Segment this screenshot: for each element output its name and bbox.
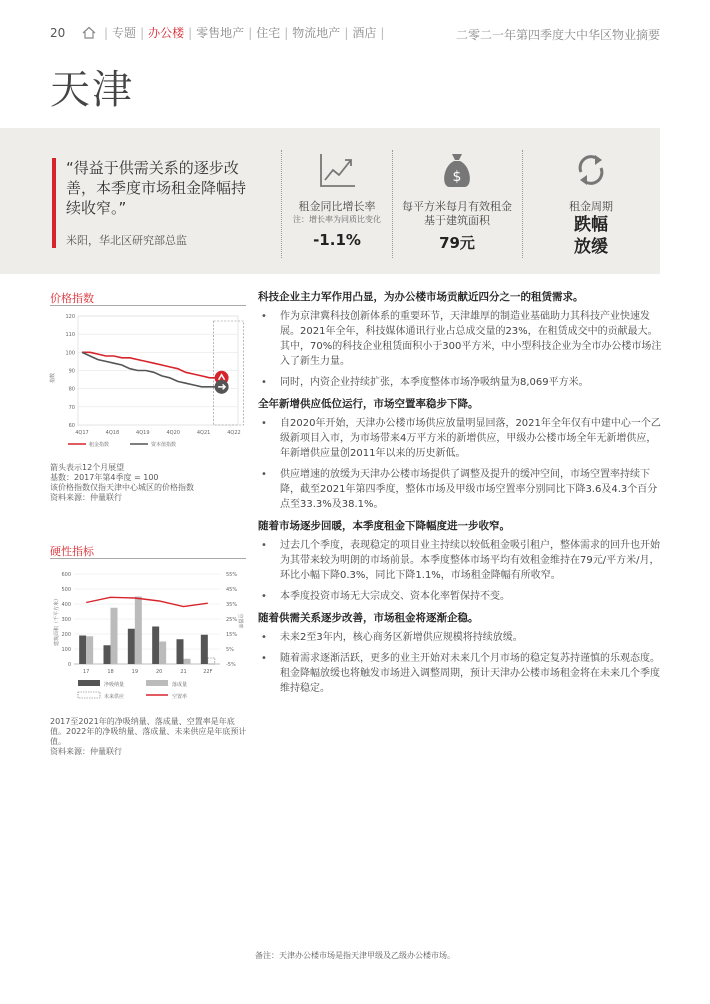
footnote: 备注：天津办公楼市场是指天津甲级及乙级办公楼市场。 [255, 951, 455, 960]
caption-line: 该价格指数仅指天津中心城区的价格指数 [50, 483, 194, 492]
y-tick-label: 200 [61, 632, 71, 638]
metric-label: 租金周期 [569, 200, 613, 213]
metric-effective-rent [402, 150, 512, 253]
nav-item-residential[interactable]: 住宅 [256, 26, 281, 40]
y-tick-label: 400 [61, 602, 71, 608]
legend-net-absorption: 净吸纳量 [104, 682, 125, 688]
y-axis-label: 指数 [50, 372, 56, 384]
bullet-item: • 自2020年开始，天津办公楼市场供应放量明显回落，2021年全年仅有中建中心一个乙级新项目入市，为市场带来4万平方米的新增供应，甲级办公楼市场全年无新增供应，年新增供应量创2011年以来的历史新低。 [258, 416, 663, 461]
fundamentals-legend [48, 678, 248, 702]
vacancy-line [86, 597, 208, 606]
net-absorption-bar [152, 627, 159, 665]
price-index-legend [48, 438, 248, 450]
net-absorption-bar [128, 629, 135, 664]
x-tick-label: 21 [180, 669, 187, 675]
nav-item-special[interactable]: 专题 [112, 26, 137, 40]
nav-item-logistics[interactable]: 物流地产 [292, 26, 341, 40]
section-heading: 随着供需关系逐步改善，市场租金将逐渐企稳。 [258, 612, 479, 624]
metric-value: 跌幅 [574, 215, 608, 235]
y-tick-label: 80 [68, 386, 75, 393]
metric-label: 租金同比增长率 [298, 200, 376, 213]
legend-rent-index: 租金指数 [89, 442, 110, 448]
price-index-chart [48, 308, 248, 453]
divider [392, 150, 393, 258]
y-tick-label: 100 [65, 350, 75, 357]
metric-value: -1.1% [313, 231, 361, 249]
bullet-item: • 过去几个季度，表现稳定的项目业主持续以较低租金吸引租户，整体需求的回升也开始为其带来较为明朗的市场前景。本季度整体市场平均有效租金维持在79元/平方米/月，环比小幅下降0.3%，同比下降1.1%，市场租金降幅有所收窄。 [258, 538, 663, 583]
page-header [0, 22, 710, 46]
legend-vacancy: 空置率 [172, 694, 188, 700]
y-tick-label: 70 [68, 404, 75, 411]
metric-note: 注：增长率为同质比变化 [293, 215, 381, 224]
x-tick-label: 4Q17 [75, 430, 89, 436]
y-tick-label: 60 [68, 423, 75, 429]
trend-chart-icon [317, 150, 357, 190]
y-axis-label-left: 建筑面积（千平方米） [54, 595, 60, 647]
bullet-item: • 本季度投资市场无大宗成交、资本化率暂保持不变。 [258, 589, 663, 604]
y-axis-label-right: 空置率 [237, 613, 243, 629]
legend-capital-index: 资本值指数 [151, 442, 177, 448]
body-text [258, 290, 663, 703]
y-tick-label: 100 [61, 647, 71, 653]
completions-bar [184, 659, 191, 664]
x-tick-label: 4Q22 [227, 430, 241, 436]
metric-value: 79元 [439, 234, 475, 252]
cycle-arrows-icon [571, 150, 611, 190]
completions-bar [159, 642, 166, 665]
x-tick-label: 4Q21 [196, 430, 211, 436]
quote-author: 米阳，华北区研究部总监 [66, 234, 187, 247]
metric-rent-growth [282, 150, 392, 249]
legend-completions: 落成量 [172, 682, 188, 688]
y2-tick-label: 55% [226, 572, 238, 578]
x-tick-label: 19 [131, 669, 139, 675]
y2-tick-label: 35% [226, 602, 238, 608]
y-tick-label: 600 [61, 572, 71, 578]
section-heading: 全年新增供应低位运行，市场空置率稳步下降。 [258, 398, 479, 410]
completions-bar [86, 636, 93, 664]
net-absorption-bar [201, 635, 208, 664]
x-tick-label: 20 [155, 669, 163, 675]
bullet-item: • 作为京津冀科技创新体系的重要环节，天津雄厚的制造业基础助力其科技产业快速发展。2021年全年，科技媒体通讯行业占总成交量的23%，在租赁成交中的贡献最大。其中，70%的科技企业租赁面积小于300平方米，中小型科技企业为全市办公楼市场注入了新生力量。 [258, 309, 663, 369]
divider [50, 558, 246, 559]
money-bag-icon [437, 150, 477, 190]
completions-bar [111, 608, 118, 664]
nav-item-office[interactable]: 办公楼 [148, 26, 185, 40]
series-line [82, 352, 218, 387]
y2-tick-label: -5% [226, 662, 236, 668]
y-tick-label: 90 [68, 368, 75, 375]
divider [50, 305, 246, 306]
report-title: 二零二一年第四季度大中华区物业摘要 [455, 28, 660, 42]
net-absorption-bar [177, 639, 184, 664]
caption-line: 资料来源：仲量联行 [50, 493, 122, 502]
nav-item-hotel[interactable]: 酒店 [352, 26, 377, 40]
page-title: 天津 [50, 67, 134, 113]
x-tick-label: 4Q20 [166, 430, 180, 436]
y2-tick-label: 15% [226, 632, 238, 638]
divider [522, 150, 523, 258]
fundamentals-caption [50, 717, 250, 757]
bullet-item: • 随着需求逐渐活跃，更多的业主开始对未来几个月市场的稳定复苏持谨慎的乐观态度。租金降幅放缓也将触发市场进入调整周期，预计天津办公楼市场租金将在未来几个季度维持稳定。 [258, 651, 663, 696]
y-tick-label: 300 [61, 617, 71, 623]
caption-line: 基数：2017年第4季度 = 100 [50, 473, 159, 482]
fundamentals-chart [48, 566, 248, 686]
net-absorption-bar [79, 636, 86, 665]
metric-rent-cycle [536, 150, 646, 258]
caption-line: 资料来源：仲量联行 [50, 747, 122, 756]
x-tick-label: 4Q19 [136, 430, 150, 436]
y2-tick-label: 45% [226, 587, 238, 593]
x-tick-label: 4Q18 [105, 430, 120, 436]
legend-future-supply: 未来供应 [104, 694, 125, 700]
metric-label: 每平方米每月有效租金基于建筑面积 [402, 200, 512, 227]
bullet-item: • 未来2至3年内，核心商务区新增供应规模将持续放缓。 [258, 630, 663, 645]
completions-bar [135, 597, 142, 665]
section-heading: 随着市场逐步回暖，本季度租金下降幅度进一步收窄。 [258, 520, 510, 532]
net-absorption-bar [104, 645, 111, 664]
x-tick-label: 22F [203, 669, 213, 675]
section-nav: | 专题 | 办公楼 | 零售地产 | 住宅 | 物流地产 | 酒店 | [82, 24, 388, 41]
y-tick-label: 120 [65, 314, 75, 320]
home-icon[interactable] [82, 26, 96, 39]
price-index-title: 价格指数 [50, 292, 94, 305]
y2-tick-label: 25% [226, 617, 238, 623]
quote-block [52, 158, 260, 248]
y2-tick-label: 5% [226, 647, 234, 653]
price-index-caption [50, 463, 250, 503]
caption-line: 2017至2021年的净吸纳量、落成量、空置率是年底值。2022年的净吸纳量、落成量、未来供应是年底预计值。 [50, 717, 247, 746]
bullet-item: • 供应增速的放缓为天津办公楼市场提供了调整及提升的缓冲空间，市场空置率持续下降，截至2021年第四季度，整体市场及甲级市场空置率分别同比下降3.6及4.3个百分点至33.3%及38.1%。 [258, 467, 663, 512]
nav-item-retail[interactable]: 零售地产 [196, 26, 245, 40]
y-tick-label: 0 [67, 662, 71, 668]
fundamentals-title: 硬性指标 [50, 545, 94, 558]
quote-text: “得益于供需关系的逐步改善，本季度市场租金降幅持续收窄。” [66, 159, 247, 217]
y-tick-label: 500 [61, 587, 71, 593]
page-number: 20 [50, 26, 66, 40]
svg-text:$: $ [452, 169, 462, 185]
future-supply-bar [208, 658, 215, 664]
caption-line: 箭头表示12个月展望 [50, 463, 125, 472]
x-tick-label: 17 [82, 669, 90, 675]
bullet-item: • 同时，内资企业持续扩张，本季度整体市场净吸纳量为8,069平方米。 [258, 375, 663, 390]
x-tick-label: 18 [107, 669, 114, 675]
series-line [82, 352, 218, 378]
y-tick-label: 110 [65, 332, 75, 339]
metric-value: 放缓 [574, 237, 608, 257]
section-heading: 科技企业主力军作用凸显，为办公楼市场贡献近四分之一的租赁需求。 [258, 291, 584, 303]
